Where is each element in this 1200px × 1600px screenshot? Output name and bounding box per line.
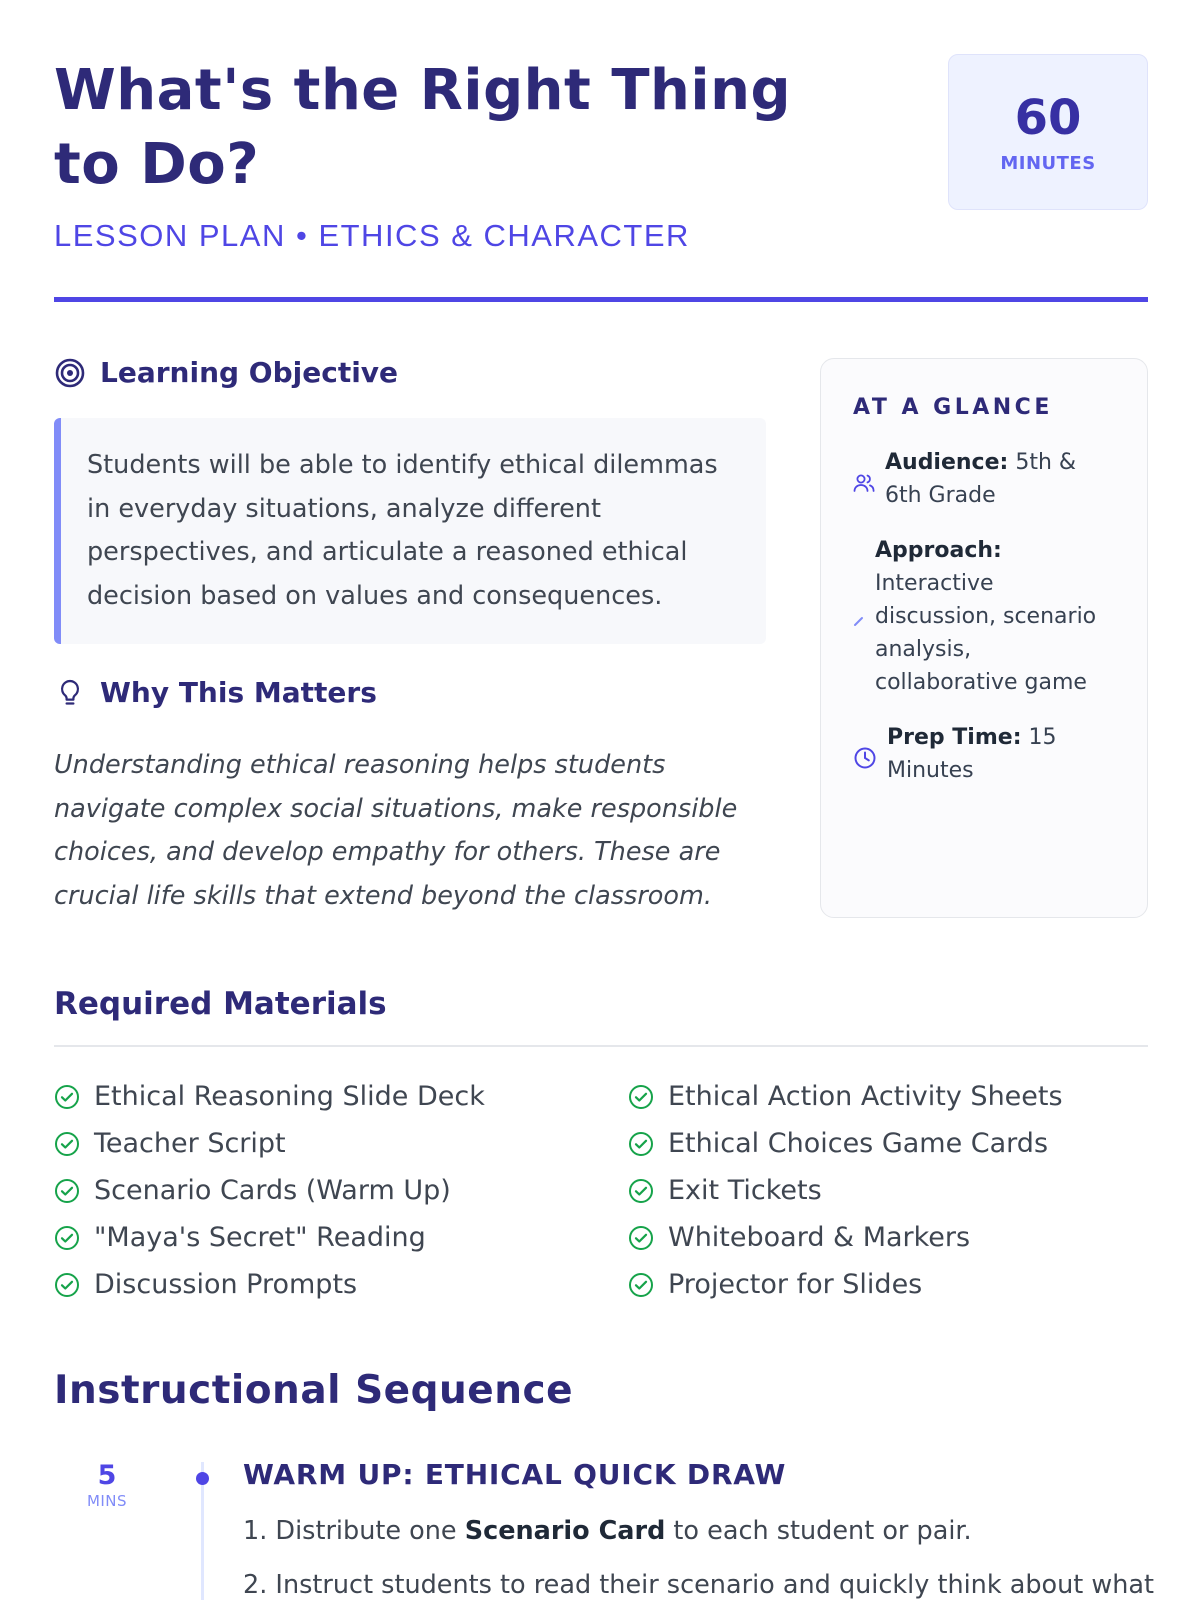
approach-value: Interactive discussion, scenario analysis, collaborative game [875, 571, 1097, 695]
check-circle-icon [628, 1225, 654, 1251]
list-item [54, 1120, 485, 1167]
prep-time-label: Prep Time: [887, 725, 1022, 750]
step-instruction-1-bold: Scenario Card [464, 1516, 666, 1546]
material-label: Discussion Prompts [94, 1269, 358, 1300]
material-label: Teacher Script [94, 1128, 286, 1159]
page-title: What's the Right Thing to Do? [54, 58, 792, 197]
list-item [628, 1261, 1063, 1308]
materials-list-right [628, 1073, 1063, 1308]
list-item [54, 1261, 485, 1308]
materials-heading: Required Materials [54, 986, 387, 1022]
step-instruction-1-c: to each student or pair. [665, 1516, 972, 1546]
timeline-dot [196, 1472, 209, 1485]
users-icon [853, 454, 875, 512]
material-label: Projector for Slides [668, 1269, 923, 1300]
duration-unit: MINUTES [1000, 152, 1096, 174]
check-circle-icon [54, 1272, 80, 1298]
list-item [54, 1073, 485, 1120]
audience-value: 5th & 6th Grade [885, 450, 1077, 508]
step-instruction-1-a: 1. Distribute one [243, 1516, 465, 1546]
step-duration-value: 5 [97, 1460, 117, 1491]
check-circle-icon [54, 1178, 80, 1204]
check-circle-icon [628, 1084, 654, 1110]
lightbulb-icon [54, 677, 86, 709]
duration-value: 60 [1014, 89, 1082, 146]
list-item [54, 1214, 485, 1261]
clock-icon [853, 729, 877, 787]
list-item [54, 1167, 485, 1214]
prep-time-value: 15 Minutes [887, 725, 1057, 783]
why-text: Understanding ethical reasoning helps students navigate complex social situations, make responsible choices, and develop empathy for others. These are crucial life skills that extend beyond the classroom. [54, 750, 738, 911]
why-heading [54, 676, 377, 709]
material-label: Scenario Cards (Warm Up) [94, 1175, 451, 1206]
step-instruction-2: 2. Instruct students to read their scenario and quickly think about what [243, 1570, 1155, 1600]
list-item [628, 1214, 1063, 1261]
check-circle-icon [54, 1131, 80, 1157]
glance-item-audience [853, 446, 1115, 512]
materials-divider [54, 1045, 1148, 1047]
material-label: "Maya's Secret" Reading [94, 1222, 426, 1253]
material-label: Ethical Reasoning Slide Deck [94, 1081, 485, 1112]
why-heading-label: Why This Matters [100, 676, 377, 709]
pencil-icon [853, 542, 865, 699]
materials-list-left [54, 1073, 485, 1308]
objective-heading-label: Learning Objective [100, 356, 399, 389]
sequence-heading: Instructional Sequence [54, 1368, 574, 1413]
material-label: Exit Tickets [668, 1175, 822, 1206]
target-icon [54, 357, 86, 389]
material-label: Ethical Choices Game Cards [668, 1128, 1049, 1159]
approach-label: Approach: [875, 538, 1002, 563]
check-circle-icon [628, 1272, 654, 1298]
step-instruction-1 [243, 1516, 972, 1546]
header-divider [54, 297, 1148, 302]
at-a-glance-card [820, 358, 1148, 918]
duration-badge [948, 54, 1148, 210]
check-circle-icon [54, 1225, 80, 1251]
list-item [628, 1073, 1063, 1120]
glance-item-approach [853, 534, 1115, 699]
step-duration-unit: MINS [86, 1492, 128, 1510]
list-item [628, 1120, 1063, 1167]
step-duration [70, 1460, 144, 1510]
check-circle-icon [628, 1131, 654, 1157]
material-label: Ethical Action Activity Sheets [668, 1081, 1063, 1112]
objective-heading [54, 356, 398, 389]
material-label: Whiteboard & Markers [668, 1222, 971, 1253]
glance-title: AT A GLANCE [853, 395, 1053, 420]
lesson-header [54, 54, 1148, 254]
step-title: WARM UP: ETHICAL QUICK DRAW [243, 1458, 787, 1491]
objective-box: Students will be able to identify ethical dilemmas in everyday situations, analyze different perspectives, and articulate a reasoned ethical decision based on values and consequences. [54, 418, 766, 644]
check-circle-icon [628, 1178, 654, 1204]
page-subtitle: LESSON PLAN • ETHICS & CHARACTER [54, 218, 690, 253]
audience-label: Audience: [885, 450, 1009, 475]
check-circle-icon [54, 1084, 80, 1110]
list-item [628, 1167, 1063, 1214]
glance-item-prep-time [853, 721, 1115, 787]
